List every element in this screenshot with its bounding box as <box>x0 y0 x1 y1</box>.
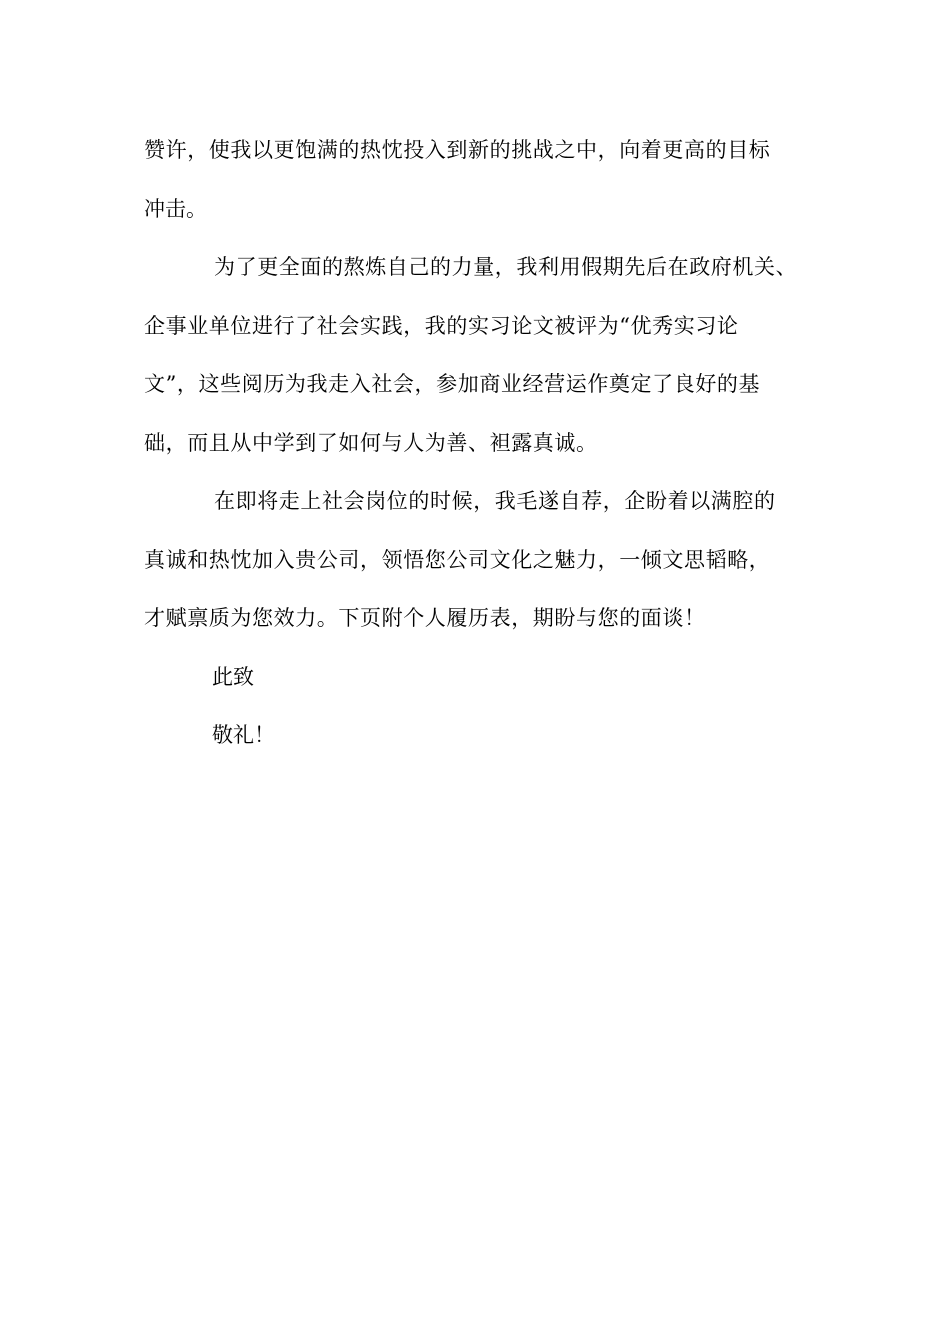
paragraph-2-line-4: 础，而且从中学到了如何与人为善、袒露真诚。 <box>144 431 598 455</box>
closing-regards: 敬礼！ <box>212 723 275 747</box>
paragraph-3-line-1: 在即将走上社会岗位的时候，我毛遂自荐，企盼着以满腔的 <box>214 489 776 513</box>
paragraph-2-line-1: 为了更全面的熬炼自己的力量，我利用假期先后在政府机关、 <box>214 255 798 279</box>
paragraph-2-line-2: 企事业单位进行了社会实践，我的实习论文被评为“优秀实习论 <box>144 314 739 338</box>
paragraph-1-line-2: 冲击。 <box>144 197 207 221</box>
paragraph-1-line-1: 赞许，使我以更饱满的热忱投入到新的挑战之中，向着更高的目标 <box>144 138 771 162</box>
paragraph-2-line-3: 文”，这些阅历为我走入社会，参加商业经营运作奠定了良好的基 <box>144 372 761 396</box>
paragraph-3-line-2: 真诚和热忱加入贵公司，领悟您公司文化之魅力，一倾文思韬略， <box>144 548 771 572</box>
paragraph-3-line-3: 才赋禀质为您效力。下页附个人履历表，期盼与您的面谈！ <box>144 606 706 630</box>
closing-salutation: 此致 <box>212 665 254 689</box>
